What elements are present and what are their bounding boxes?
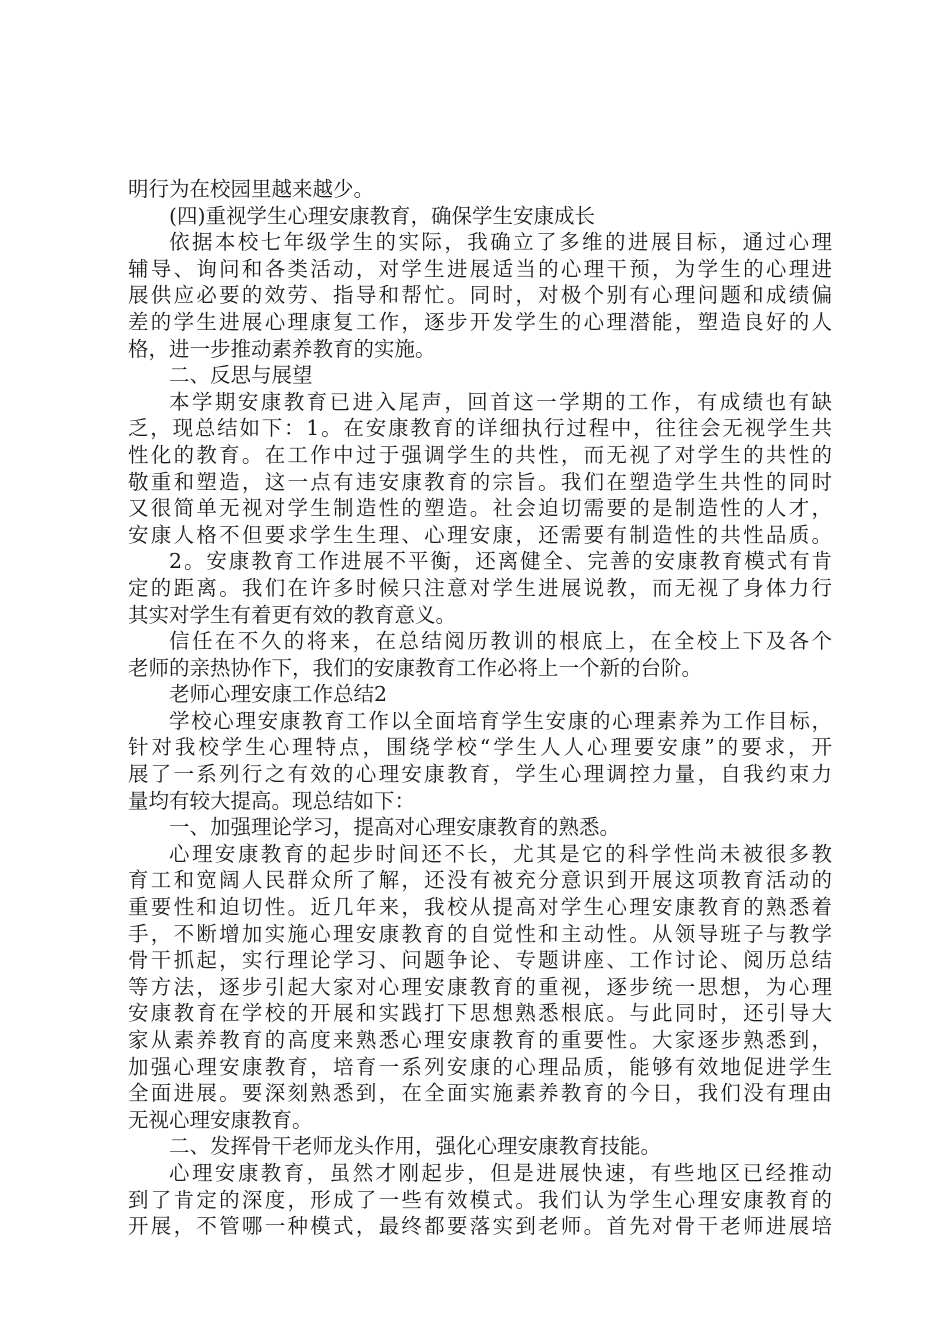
- text-line: 等方法，逐步引起大家对心理安康教育的重视，逐步统一思想，为心理: [128, 974, 832, 999]
- text-line: 安康教育在学校的开展和实践打下思想熟悉根底。与此同时，还引导大: [128, 1001, 832, 1026]
- text-line: 二、反思与展望: [169, 363, 313, 388]
- text-line: 定的距离。我们在许多时候只注意对学生进展说教，而无视了身体力行: [128, 575, 832, 600]
- text-line: 敬重和塑造，这一点有违安康教育的宗旨。我们在塑造学生共性的同时: [128, 469, 832, 494]
- text-line: 手，不断增加实施心理安康教育的自觉性和主动性。从领导班子与教学: [128, 921, 832, 946]
- text-line: 明行为在校园里越来越少。: [128, 177, 374, 201]
- text-line: 心理安康教育，虽然才刚起步，但是进展快速，有些地区已经推动: [169, 1160, 832, 1185]
- text-line: 无视心理安康教育。: [128, 1107, 313, 1132]
- text-line: 辅导、询问和各类活动，对学生进展适当的心理干预，为学生的心理进: [128, 256, 832, 281]
- text-line: 老师心理安康工作总结2: [169, 682, 388, 707]
- text-line: (四)重视学生心理安康教育，确保学生安康成长: [169, 203, 595, 228]
- text-line: 老师的亲热协作下，我们的安康教育工作必将上一个新的台阶。: [128, 655, 702, 680]
- text-line: 育工和宽阔人民群众所了解，还没有被充分意识到开展这项教育活动的: [128, 868, 832, 893]
- text-line: 展供应必要的效劳、指导和帮忙。同时，对极个别有心理问题和成绩偏: [128, 283, 832, 308]
- text-line: 展了一系列行之有效的心理安康教育，学生心理调控力量，自我约束力: [128, 762, 832, 787]
- text-line: 量均有较大提高。现总结如下：: [128, 788, 415, 813]
- text-line: 信任在不久的将来，在总结阅历教训的根底上，在全校上下及各个: [169, 629, 832, 654]
- text-line: 安康人格不但要求学生生理、心理安康，还需要有制造性的共性品质。: [128, 522, 832, 547]
- text-line: 全面进展。要深刻熟悉到，在全面实施素养教育的今日，我们没有理由: [128, 1081, 832, 1106]
- text-line: 到了肯定的深度，形成了一些有效模式。我们认为学生心理安康教育的: [128, 1187, 832, 1212]
- text-line: 2。安康教育工作进展不平衡，还离健全、完善的安康教育模式有肯: [169, 549, 832, 574]
- text-line: 差的学生进展心理康复工作，逐步开发学生的心理潜能，塑造良好的人: [128, 309, 832, 334]
- text-line: 学校心理安康教育工作以全面培育学生安康的心理素养为工作目标，: [169, 708, 832, 733]
- text-line: 一、加强理论学习，提高对心理安康教育的熟悉。: [169, 815, 620, 840]
- text-line: 其实对学生有着更有效的教育意义。: [128, 602, 456, 627]
- text-line: 骨干抓起，实行理论学习、问题争论、专题讲座、工作讨论、阅历总结: [128, 948, 832, 973]
- text-line: 格，进一步推动素养教育的实施。: [128, 336, 436, 361]
- text-line: 又很简单无视对学生制造性的塑造。社会迫切需要的是制造性的人才，: [128, 496, 832, 521]
- text-line: 本学期安康教育已进入尾声，回首这一学期的工作，有成绩也有缺: [169, 389, 832, 414]
- text-line: 乏，现总结如下：1。在安康教育的详细执行过程中，往往会无视学生共: [128, 416, 832, 441]
- text-line: 开展，不管哪一种模式，最终都要落实到老师。首先对骨干老师进展培: [128, 1214, 832, 1239]
- text-line: 二、发挥骨干老师龙头作用，强化心理安康教育技能。: [169, 1134, 661, 1159]
- text-line: 依据本校七年级学生的实际，我确立了多维的进展目标，通过心理: [169, 230, 832, 255]
- text-line: 家从素养教育的高度来熟悉心理安康教育的重要性。大家逐步熟悉到，: [128, 1028, 832, 1052]
- text-line: 加强心理安康教育，培育一系列安康的心理品质，能够有效地促进学生: [128, 1054, 832, 1079]
- document-page: [128, 176, 832, 1240]
- text-line: 针对我校学生心理特点，围绕学校“学生人人心理要安康”的要求，开: [128, 735, 832, 760]
- text-line: 性化的教育。在工作中过于强调学生的共性，而无视了对学生的共性的: [128, 442, 832, 467]
- text-line: 重要性和迫切性。近几年来，我校从提高对学生心理安康教育的熟悉着: [128, 895, 832, 920]
- text-line: 心理安康教育的起步时间还不长，尤其是它的科学性尚未被很多教: [169, 841, 832, 866]
